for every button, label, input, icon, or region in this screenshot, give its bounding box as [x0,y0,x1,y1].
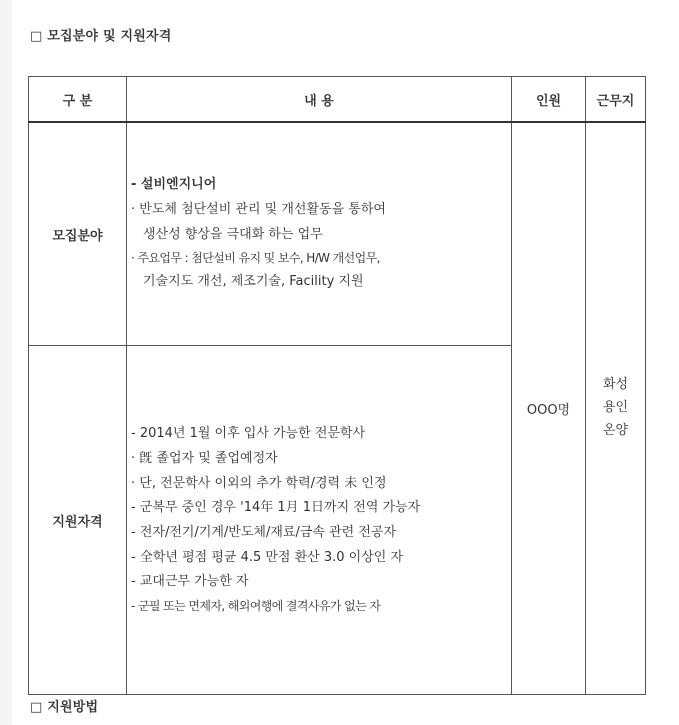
header-headcount: 인원 [512,77,586,123]
category-qualification: 지원자격 [29,346,127,695]
section-title-recruit-field: □ 모집분야 및 지원자격 [30,29,172,44]
content-line: · 반도체 첨단설비 관리 및 개선활동을 통하여 [131,201,386,217]
left-gutter [0,0,12,725]
location-onyang: 온양 [602,422,629,438]
content-line: - 全학년 평점 평균 4.5 만점 환산 3.0 이상인 자 [131,549,404,565]
location-cell [586,122,646,695]
content-recruit-field [127,122,512,346]
content-line: 생산성 향상을 극대화 하는 업무 [143,226,323,242]
content-line: · 주요업무 : 첨단설비 유지 및 보수, H/W 개선업무, [131,251,380,266]
headcount-cell: OOO명 [512,122,586,695]
content-line: - 설비엔지니어 [131,177,217,193]
location-yongin: 용인 [602,400,629,416]
content-line: - 군필 또는 면제자, 해외여행에 결격사유가 없는 자 [131,599,381,613]
section-title-how-to-apply: □ 지원방법 [30,700,99,715]
content-line: 기술지도 개선, 제조기술, Facility 지원 [143,274,364,290]
content-line: · 旣 졸업자 및 졸업예정자 [131,450,278,466]
location-hwaseong: 화성 [602,377,629,393]
content-qualification [127,346,512,695]
content-line: - 교대근무 가능한 자 [131,574,249,590]
content-line: · 단, 전문학사 이외의 추가 학력/경력 未 인정 [131,475,387,491]
header-location: 근무지 [586,77,646,123]
content-line: - 군복무 중인 경우 '14年 1月 1日까지 전역 가능자 [131,500,421,516]
table-header-row [29,77,646,123]
content-line: - 전자/전기/기계/반도체/재료/금속 관련 전공자 [131,524,397,540]
category-recruit-field: 모집분야 [29,122,127,346]
header-content: 내 용 [127,77,512,123]
content-line: - 2014년 1월 이후 입사 가능한 전문학사 [131,426,366,442]
recruit-table [28,76,646,695]
table-row-recruit-field [29,122,646,346]
header-category: 구 분 [29,77,127,123]
